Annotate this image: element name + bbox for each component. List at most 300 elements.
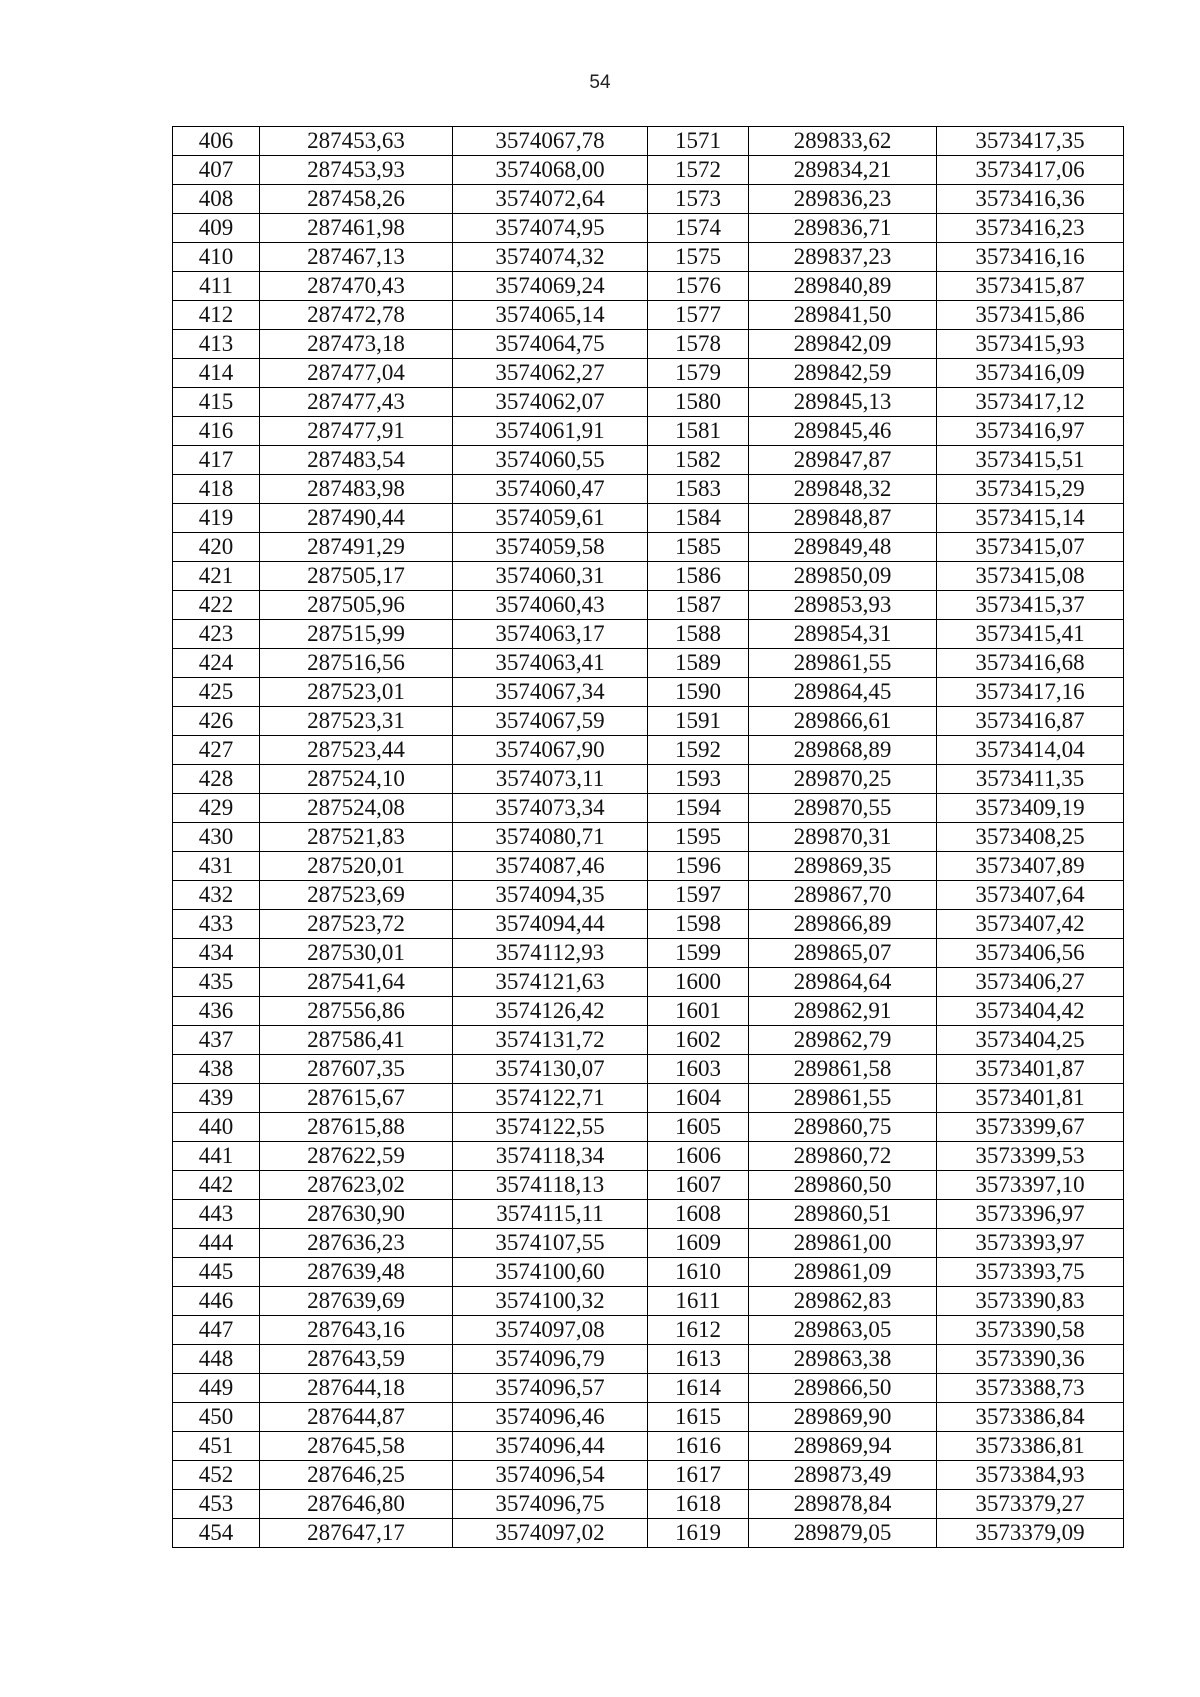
table-cell-y-coordinate: 3574062,07 <box>453 388 648 417</box>
table-cell-point-number: 453 <box>173 1490 260 1519</box>
table-cell-x-coordinate: 289860,72 <box>749 1142 937 1171</box>
table-cell-y-coordinate: 3574060,43 <box>453 591 648 620</box>
table-cell-point-number: 1581 <box>648 417 749 446</box>
table-cell-point-number: 421 <box>173 562 260 591</box>
table-cell-x-coordinate: 289836,71 <box>749 214 937 243</box>
table-cell-point-number: 1584 <box>648 504 749 533</box>
table-cell-point-number: 415 <box>173 388 260 417</box>
table-row <box>173 678 1124 707</box>
table-cell-point-number: 424 <box>173 649 260 678</box>
table-row <box>173 359 1124 388</box>
table-cell-x-coordinate: 289862,83 <box>749 1287 937 1316</box>
table-cell-y-coordinate: 3574122,71 <box>453 1084 648 1113</box>
table-cell-x-coordinate: 289870,55 <box>749 794 937 823</box>
table-cell-x-coordinate: 287453,93 <box>260 156 453 185</box>
table-cell-y-coordinate: 3574087,46 <box>453 852 648 881</box>
table-cell-y-coordinate: 3573386,84 <box>937 1403 1124 1432</box>
table-cell-y-coordinate: 3573415,08 <box>937 562 1124 591</box>
table-cell-point-number: 1616 <box>648 1432 749 1461</box>
table-cell-x-coordinate: 287607,35 <box>260 1055 453 1084</box>
table-cell-point-number: 1611 <box>648 1287 749 1316</box>
table-cell-point-number: 1594 <box>648 794 749 823</box>
table-cell-x-coordinate: 289850,09 <box>749 562 937 591</box>
table-cell-point-number: 1603 <box>648 1055 749 1084</box>
table-cell-x-coordinate: 289836,23 <box>749 185 937 214</box>
table-cell-x-coordinate: 287461,98 <box>260 214 453 243</box>
table-cell-x-coordinate: 289861,55 <box>749 649 937 678</box>
table-cell-point-number: 426 <box>173 707 260 736</box>
table-cell-point-number: 412 <box>173 301 260 330</box>
table-cell-y-coordinate: 3574096,57 <box>453 1374 648 1403</box>
page-number: 54 <box>589 72 611 93</box>
table-cell-y-coordinate: 3573415,07 <box>937 533 1124 562</box>
table-row <box>173 707 1124 736</box>
table-cell-point-number: 409 <box>173 214 260 243</box>
table-cell-y-coordinate: 3574097,02 <box>453 1519 648 1548</box>
table-cell-point-number: 1619 <box>648 1519 749 1548</box>
table-cell-point-number: 419 <box>173 504 260 533</box>
table-cell-point-number: 431 <box>173 852 260 881</box>
table-row <box>173 1142 1124 1171</box>
table-cell-x-coordinate: 289870,31 <box>749 823 937 852</box>
table-cell-x-coordinate: 287615,67 <box>260 1084 453 1113</box>
table-cell-point-number: 411 <box>173 272 260 301</box>
table-cell-point-number: 1571 <box>648 127 749 156</box>
table-cell-x-coordinate: 289833,62 <box>749 127 937 156</box>
table-cell-point-number: 1618 <box>648 1490 749 1519</box>
table-cell-point-number: 1592 <box>648 736 749 765</box>
table-row <box>173 1519 1124 1548</box>
table-cell-y-coordinate: 3574064,75 <box>453 330 648 359</box>
table-cell-x-coordinate: 287505,17 <box>260 562 453 591</box>
table-cell-point-number: 423 <box>173 620 260 649</box>
table-cell-point-number: 1572 <box>648 156 749 185</box>
table-row <box>173 417 1124 446</box>
table-cell-x-coordinate: 287490,44 <box>260 504 453 533</box>
table-row <box>173 881 1124 910</box>
table-cell-x-coordinate: 289869,35 <box>749 852 937 881</box>
table-cell-point-number: 1590 <box>648 678 749 707</box>
table-cell-x-coordinate: 289860,75 <box>749 1113 937 1142</box>
table-cell-x-coordinate: 289866,50 <box>749 1374 937 1403</box>
table-cell-point-number: 432 <box>173 881 260 910</box>
table-cell-point-number: 1614 <box>648 1374 749 1403</box>
table-cell-point-number: 1573 <box>648 185 749 214</box>
table-cell-point-number: 420 <box>173 533 260 562</box>
table-cell-y-coordinate: 3573388,73 <box>937 1374 1124 1403</box>
table-cell-y-coordinate: 3574122,55 <box>453 1113 648 1142</box>
table-cell-point-number: 445 <box>173 1258 260 1287</box>
table-cell-point-number: 1600 <box>648 968 749 997</box>
table-row <box>173 388 1124 417</box>
table-cell-x-coordinate: 289848,87 <box>749 504 937 533</box>
table-cell-point-number: 1595 <box>648 823 749 852</box>
table-cell-point-number: 449 <box>173 1374 260 1403</box>
table-cell-x-coordinate: 287646,80 <box>260 1490 453 1519</box>
table-cell-y-coordinate: 3573415,87 <box>937 272 1124 301</box>
table-cell-x-coordinate: 287491,29 <box>260 533 453 562</box>
table-row <box>173 533 1124 562</box>
table-cell-point-number: 416 <box>173 417 260 446</box>
table-cell-point-number: 1579 <box>648 359 749 388</box>
table-cell-y-coordinate: 3573415,29 <box>937 475 1124 504</box>
table-cell-y-coordinate: 3573415,41 <box>937 620 1124 649</box>
table-row <box>173 1055 1124 1084</box>
table-cell-x-coordinate: 289840,89 <box>749 272 937 301</box>
table-cell-y-coordinate: 3574107,55 <box>453 1229 648 1258</box>
table-cell-x-coordinate: 287644,18 <box>260 1374 453 1403</box>
table-cell-y-coordinate: 3574061,91 <box>453 417 648 446</box>
table-cell-x-coordinate: 287630,90 <box>260 1200 453 1229</box>
table-cell-x-coordinate: 289866,61 <box>749 707 937 736</box>
table-cell-y-coordinate: 3574063,41 <box>453 649 648 678</box>
table-cell-x-coordinate: 287636,23 <box>260 1229 453 1258</box>
table-cell-y-coordinate: 3574115,11 <box>453 1200 648 1229</box>
table-cell-x-coordinate: 287467,13 <box>260 243 453 272</box>
table-cell-y-coordinate: 3573416,16 <box>937 243 1124 272</box>
table-cell-y-coordinate: 3574097,08 <box>453 1316 648 1345</box>
table-row <box>173 1026 1124 1055</box>
table-cell-x-coordinate: 287643,59 <box>260 1345 453 1374</box>
table-cell-y-coordinate: 3573417,06 <box>937 156 1124 185</box>
table-cell-y-coordinate: 3574067,78 <box>453 127 648 156</box>
table-cell-x-coordinate: 289879,05 <box>749 1519 937 1548</box>
table-cell-y-coordinate: 3573417,16 <box>937 678 1124 707</box>
table-cell-y-coordinate: 3573396,97 <box>937 1200 1124 1229</box>
table-cell-y-coordinate: 3573407,64 <box>937 881 1124 910</box>
table-row <box>173 1432 1124 1461</box>
table-row <box>173 1403 1124 1432</box>
table-cell-y-coordinate: 3573417,12 <box>937 388 1124 417</box>
table-cell-point-number: 446 <box>173 1287 260 1316</box>
table-cell-y-coordinate: 3574096,75 <box>453 1490 648 1519</box>
table-row <box>173 446 1124 475</box>
table-row <box>173 1287 1124 1316</box>
table-cell-point-number: 1599 <box>648 939 749 968</box>
table-cell-point-number: 1587 <box>648 591 749 620</box>
table-cell-point-number: 1601 <box>648 997 749 1026</box>
table-cell-x-coordinate: 289848,32 <box>749 475 937 504</box>
table-cell-point-number: 406 <box>173 127 260 156</box>
table-cell-x-coordinate: 287521,83 <box>260 823 453 852</box>
table-cell-y-coordinate: 3574060,55 <box>453 446 648 475</box>
table-row <box>173 794 1124 823</box>
table-row <box>173 649 1124 678</box>
table-cell-point-number: 439 <box>173 1084 260 1113</box>
table-cell-x-coordinate: 289842,59 <box>749 359 937 388</box>
table-cell-point-number: 438 <box>173 1055 260 1084</box>
table-row <box>173 736 1124 765</box>
table-cell-x-coordinate: 287523,31 <box>260 707 453 736</box>
table-cell-y-coordinate: 3573390,83 <box>937 1287 1124 1316</box>
table-cell-x-coordinate: 289873,49 <box>749 1461 937 1490</box>
table-cell-x-coordinate: 287453,63 <box>260 127 453 156</box>
table-cell-y-coordinate: 3574100,60 <box>453 1258 648 1287</box>
table-cell-point-number: 1583 <box>648 475 749 504</box>
table-cell-x-coordinate: 289861,09 <box>749 1258 937 1287</box>
table-cell-point-number: 1598 <box>648 910 749 939</box>
table-cell-y-coordinate: 3574060,47 <box>453 475 648 504</box>
table-cell-x-coordinate: 289869,90 <box>749 1403 937 1432</box>
table-cell-y-coordinate: 3574067,90 <box>453 736 648 765</box>
table-cell-point-number: 1582 <box>648 446 749 475</box>
table-cell-x-coordinate: 287556,86 <box>260 997 453 1026</box>
table-cell-x-coordinate: 289842,09 <box>749 330 937 359</box>
table-cell-point-number: 1593 <box>648 765 749 794</box>
table-cell-y-coordinate: 3573409,19 <box>937 794 1124 823</box>
table-cell-point-number: 436 <box>173 997 260 1026</box>
table-cell-point-number: 1575 <box>648 243 749 272</box>
table-cell-point-number: 1605 <box>648 1113 749 1142</box>
table-cell-x-coordinate: 289870,25 <box>749 765 937 794</box>
table-cell-point-number: 1577 <box>648 301 749 330</box>
table-cell-point-number: 437 <box>173 1026 260 1055</box>
table-cell-y-coordinate: 3574059,58 <box>453 533 648 562</box>
table-cell-y-coordinate: 3573417,35 <box>937 127 1124 156</box>
table-cell-y-coordinate: 3574112,93 <box>453 939 648 968</box>
table-cell-y-coordinate: 3574073,11 <box>453 765 648 794</box>
table-cell-y-coordinate: 3573404,25 <box>937 1026 1124 1055</box>
table-cell-x-coordinate: 287623,02 <box>260 1171 453 1200</box>
table-cell-y-coordinate: 3573416,87 <box>937 707 1124 736</box>
table-cell-x-coordinate: 287615,88 <box>260 1113 453 1142</box>
table-cell-y-coordinate: 3573390,58 <box>937 1316 1124 1345</box>
table-cell-point-number: 413 <box>173 330 260 359</box>
table-cell-x-coordinate: 289860,51 <box>749 1200 937 1229</box>
table-cell-y-coordinate: 3573415,86 <box>937 301 1124 330</box>
table-cell-point-number: 444 <box>173 1229 260 1258</box>
table-row <box>173 127 1124 156</box>
table-cell-y-coordinate: 3574130,07 <box>453 1055 648 1084</box>
table-cell-x-coordinate: 289868,89 <box>749 736 937 765</box>
table-row <box>173 330 1124 359</box>
table-cell-x-coordinate: 287644,87 <box>260 1403 453 1432</box>
table-cell-x-coordinate: 287586,41 <box>260 1026 453 1055</box>
table-cell-y-coordinate: 3573416,97 <box>937 417 1124 446</box>
table-cell-point-number: 1585 <box>648 533 749 562</box>
table-cell-x-coordinate: 287643,16 <box>260 1316 453 1345</box>
table-cell-y-coordinate: 3573415,14 <box>937 504 1124 533</box>
table-cell-y-coordinate: 3574121,63 <box>453 968 648 997</box>
table-cell-y-coordinate: 3574126,42 <box>453 997 648 1026</box>
table-cell-y-coordinate: 3574067,59 <box>453 707 648 736</box>
table-cell-point-number: 408 <box>173 185 260 214</box>
table-cell-x-coordinate: 289854,31 <box>749 620 937 649</box>
table-row <box>173 214 1124 243</box>
table-cell-y-coordinate: 3574067,34 <box>453 678 648 707</box>
table-cell-x-coordinate: 287646,25 <box>260 1461 453 1490</box>
table-row <box>173 939 1124 968</box>
table-cell-point-number: 1607 <box>648 1171 749 1200</box>
table-row <box>173 1171 1124 1200</box>
table-cell-point-number: 1615 <box>648 1403 749 1432</box>
table-row <box>173 1461 1124 1490</box>
table-cell-y-coordinate: 3573390,36 <box>937 1345 1124 1374</box>
table-row <box>173 1229 1124 1258</box>
table-cell-point-number: 1589 <box>648 649 749 678</box>
table-cell-point-number: 1597 <box>648 881 749 910</box>
table-cell-y-coordinate: 3573379,27 <box>937 1490 1124 1519</box>
table-cell-x-coordinate: 287530,01 <box>260 939 453 968</box>
table-cell-y-coordinate: 3573416,68 <box>937 649 1124 678</box>
table-cell-y-coordinate: 3573393,75 <box>937 1258 1124 1287</box>
table-cell-point-number: 442 <box>173 1171 260 1200</box>
table-cell-point-number: 1612 <box>648 1316 749 1345</box>
table-cell-x-coordinate: 287523,01 <box>260 678 453 707</box>
table-cell-point-number: 451 <box>173 1432 260 1461</box>
table-row <box>173 301 1124 330</box>
table-cell-point-number: 1576 <box>648 272 749 301</box>
table-cell-y-coordinate: 3573414,04 <box>937 736 1124 765</box>
table-cell-y-coordinate: 3574096,46 <box>453 1403 648 1432</box>
table-cell-x-coordinate: 289853,93 <box>749 591 937 620</box>
table-cell-point-number: 1608 <box>648 1200 749 1229</box>
table-cell-x-coordinate: 289863,38 <box>749 1345 937 1374</box>
table-cell-x-coordinate: 287523,69 <box>260 881 453 910</box>
table-cell-y-coordinate: 3574094,35 <box>453 881 648 910</box>
table-cell-x-coordinate: 287483,98 <box>260 475 453 504</box>
table-cell-y-coordinate: 3573397,10 <box>937 1171 1124 1200</box>
table-cell-y-coordinate: 3573401,81 <box>937 1084 1124 1113</box>
table-cell-y-coordinate: 3574096,44 <box>453 1432 648 1461</box>
table-cell-point-number: 1574 <box>648 214 749 243</box>
table-cell-x-coordinate: 287472,78 <box>260 301 453 330</box>
table-cell-y-coordinate: 3574118,13 <box>453 1171 648 1200</box>
table-cell-x-coordinate: 289837,23 <box>749 243 937 272</box>
table-cell-point-number: 447 <box>173 1316 260 1345</box>
table-cell-y-coordinate: 3574068,00 <box>453 156 648 185</box>
table-cell-point-number: 422 <box>173 591 260 620</box>
table-cell-point-number: 1610 <box>648 1258 749 1287</box>
table-row <box>173 1345 1124 1374</box>
table-cell-y-coordinate: 3573407,42 <box>937 910 1124 939</box>
table-cell-x-coordinate: 289845,13 <box>749 388 937 417</box>
table-cell-point-number: 427 <box>173 736 260 765</box>
table-row <box>173 1084 1124 1113</box>
table-row <box>173 765 1124 794</box>
table-cell-y-coordinate: 3574060,31 <box>453 562 648 591</box>
table-cell-x-coordinate: 287470,43 <box>260 272 453 301</box>
table-row <box>173 504 1124 533</box>
table-cell-y-coordinate: 3573415,93 <box>937 330 1124 359</box>
table-cell-point-number: 417 <box>173 446 260 475</box>
table-cell-y-coordinate: 3573411,35 <box>937 765 1124 794</box>
table-cell-x-coordinate: 289865,07 <box>749 939 937 968</box>
table-row <box>173 243 1124 272</box>
table-row <box>173 823 1124 852</box>
table-cell-x-coordinate: 289847,87 <box>749 446 937 475</box>
table-cell-y-coordinate: 3573406,27 <box>937 968 1124 997</box>
table-row <box>173 1374 1124 1403</box>
table-cell-x-coordinate: 287505,96 <box>260 591 453 620</box>
table-cell-point-number: 454 <box>173 1519 260 1548</box>
table-cell-x-coordinate: 287523,44 <box>260 736 453 765</box>
table-cell-y-coordinate: 3573401,87 <box>937 1055 1124 1084</box>
table-cell-y-coordinate: 3574065,14 <box>453 301 648 330</box>
table-row <box>173 1200 1124 1229</box>
table-cell-y-coordinate: 3574073,34 <box>453 794 648 823</box>
table-cell-y-coordinate: 3574059,61 <box>453 504 648 533</box>
table-cell-y-coordinate: 3574062,27 <box>453 359 648 388</box>
table-cell-point-number: 1602 <box>648 1026 749 1055</box>
table-cell-x-coordinate: 287524,10 <box>260 765 453 794</box>
table-cell-y-coordinate: 3574074,32 <box>453 243 648 272</box>
table-row <box>173 910 1124 939</box>
table-cell-y-coordinate: 3573407,89 <box>937 852 1124 881</box>
table-cell-x-coordinate: 289834,21 <box>749 156 937 185</box>
table-cell-x-coordinate: 287477,43 <box>260 388 453 417</box>
table-cell-point-number: 435 <box>173 968 260 997</box>
table-cell-x-coordinate: 289866,89 <box>749 910 937 939</box>
table-cell-point-number: 434 <box>173 939 260 968</box>
table-row <box>173 997 1124 1026</box>
table-row <box>173 591 1124 620</box>
table-cell-x-coordinate: 287639,48 <box>260 1258 453 1287</box>
table-cell-y-coordinate: 3573393,97 <box>937 1229 1124 1258</box>
table-cell-point-number: 425 <box>173 678 260 707</box>
table-cell-point-number: 414 <box>173 359 260 388</box>
table-cell-point-number: 1586 <box>648 562 749 591</box>
table-cell-y-coordinate: 3573384,93 <box>937 1461 1124 1490</box>
table-cell-point-number: 418 <box>173 475 260 504</box>
table-cell-x-coordinate: 289862,91 <box>749 997 937 1026</box>
table-cell-y-coordinate: 3574063,17 <box>453 620 648 649</box>
coordinates-table <box>172 126 1124 1548</box>
table-cell-y-coordinate: 3573404,42 <box>937 997 1124 1026</box>
table-cell-y-coordinate: 3574072,64 <box>453 185 648 214</box>
table-cell-x-coordinate: 287524,08 <box>260 794 453 823</box>
table-cell-x-coordinate: 289878,84 <box>749 1490 937 1519</box>
table-cell-x-coordinate: 289869,94 <box>749 1432 937 1461</box>
table-cell-x-coordinate: 287647,17 <box>260 1519 453 1548</box>
table-cell-x-coordinate: 287541,64 <box>260 968 453 997</box>
table-cell-point-number: 433 <box>173 910 260 939</box>
table-cell-x-coordinate: 289860,50 <box>749 1171 937 1200</box>
table-cell-point-number: 429 <box>173 794 260 823</box>
table-row <box>173 968 1124 997</box>
table-cell-point-number: 440 <box>173 1113 260 1142</box>
table-cell-y-coordinate: 3573408,25 <box>937 823 1124 852</box>
table-row <box>173 1490 1124 1519</box>
table-cell-x-coordinate: 287523,72 <box>260 910 453 939</box>
table-cell-point-number: 448 <box>173 1345 260 1374</box>
table-cell-point-number: 441 <box>173 1142 260 1171</box>
table-cell-point-number: 407 <box>173 156 260 185</box>
table-row <box>173 1316 1124 1345</box>
table-cell-y-coordinate: 3574096,54 <box>453 1461 648 1490</box>
table-row <box>173 852 1124 881</box>
table-cell-x-coordinate: 289861,00 <box>749 1229 937 1258</box>
table-cell-x-coordinate: 289862,79 <box>749 1026 937 1055</box>
table-cell-x-coordinate: 287458,26 <box>260 185 453 214</box>
table-cell-point-number: 443 <box>173 1200 260 1229</box>
table-cell-y-coordinate: 3574096,79 <box>453 1345 648 1374</box>
table-cell-x-coordinate: 287473,18 <box>260 330 453 359</box>
table-cell-x-coordinate: 289864,45 <box>749 678 937 707</box>
table-cell-y-coordinate: 3573399,53 <box>937 1142 1124 1171</box>
table-cell-x-coordinate: 287645,58 <box>260 1432 453 1461</box>
table-row <box>173 1258 1124 1287</box>
table-row <box>173 156 1124 185</box>
table-cell-point-number: 430 <box>173 823 260 852</box>
table-cell-y-coordinate: 3573399,67 <box>937 1113 1124 1142</box>
table-cell-point-number: 428 <box>173 765 260 794</box>
table-cell-point-number: 450 <box>173 1403 260 1432</box>
table-cell-y-coordinate: 3573415,37 <box>937 591 1124 620</box>
table-cell-point-number: 1604 <box>648 1084 749 1113</box>
table-cell-x-coordinate: 289861,55 <box>749 1084 937 1113</box>
table-cell-point-number: 1578 <box>648 330 749 359</box>
